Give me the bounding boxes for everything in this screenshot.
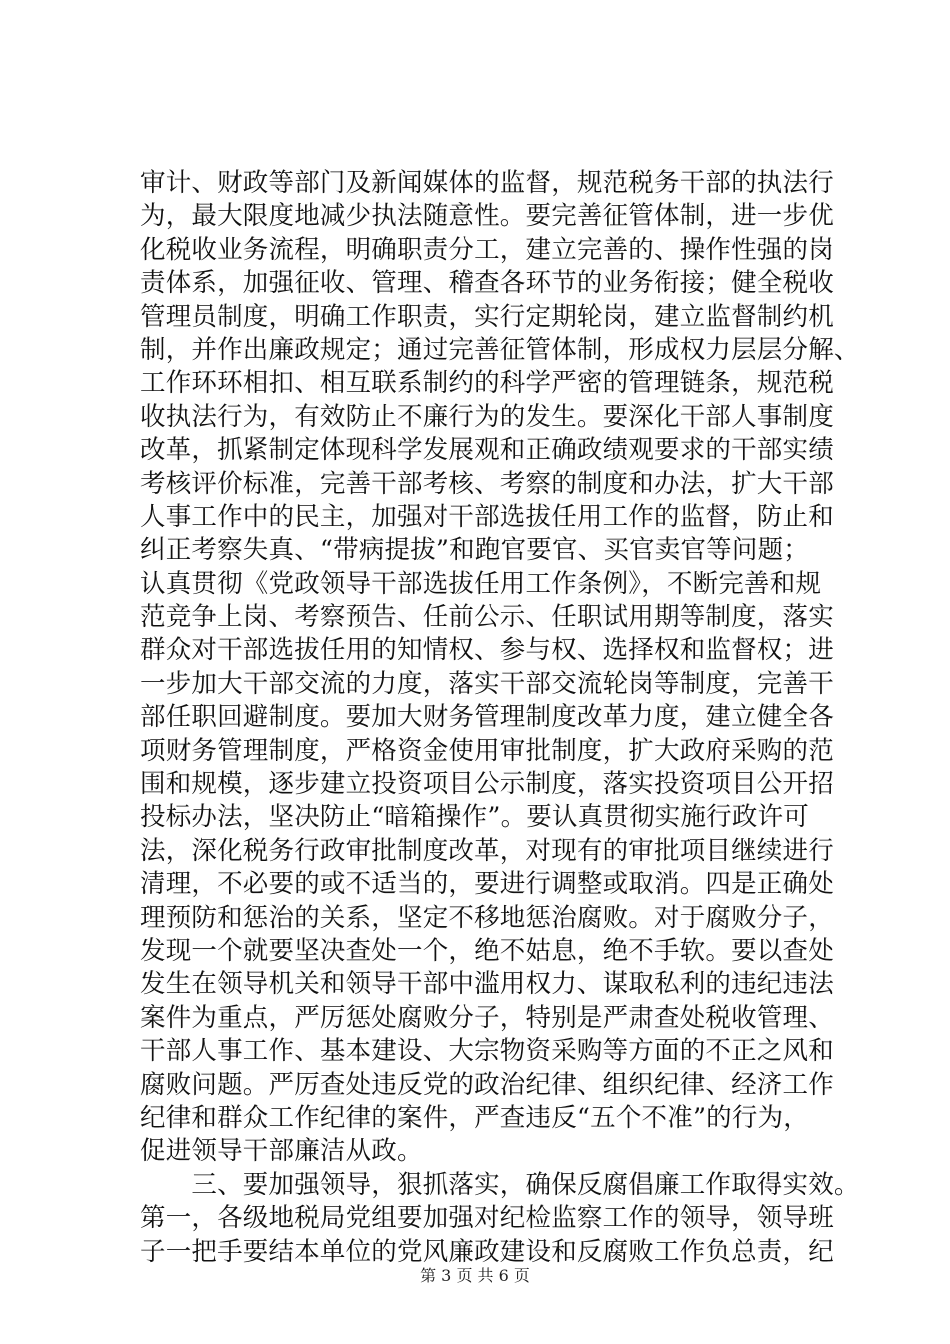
text-line: 子一把手要结本单位的党风廉政建设和反腐败工作负总责，纪 — [140, 1236, 834, 1267]
text-line: 考核评价标准，完善干部考核、考察的制度和办法，扩大干部 — [140, 468, 834, 499]
text-line: 围和规模，逐步建立投资项目公示制度，落实投资项目公开招 — [140, 769, 834, 800]
text-line: 责体系，加强征收、管理、稽查各环节的业务衔接；健全税收 — [140, 268, 834, 299]
page-footer: 第 3 页 共 6 页 — [420, 1266, 530, 1285]
text-line: 认真贯彻《党政领导干部选拔任用工作条例》，不断完善和规 — [140, 568, 822, 599]
text-line: 清理，不必要的或不适当的，要进行调整或取消。四是正确处 — [140, 869, 834, 900]
body-text — [140, 167, 860, 1269]
text-line: 发生在领导机关和领导干部中滥用权力、谋取私利的违纪违法 — [140, 969, 834, 1000]
text-line: 投标办法，坚决防止“暗箱操作”。要认真贯彻实施行政许可 — [140, 802, 809, 833]
text-line: 一步加大干部交流的力度，落实干部交流轮岗等制度，完善干 — [140, 668, 834, 699]
text-line: 腐败问题。严厉查处违反党的政治纪律、组织纪律、经济工作 — [140, 1069, 834, 1100]
text-line: 三、要加强领导，狠抓落实，确保反腐倡廉工作取得实效。 — [140, 1169, 860, 1200]
text-line: 部任职回避制度。要加大财务管理制度改革力度，建立健全各 — [140, 702, 834, 733]
text-line: 制，并作出廉政规定；通过完善征管体制，形成权力层层分解、 — [140, 334, 860, 365]
text-line: 群众对干部选拔任用的知情权、参与权、选择权和监督权；进 — [140, 635, 834, 666]
text-line: 改革，抓紧制定体现科学发展观和正确政绩观要求的干部实绩 — [140, 435, 834, 466]
text-line: 收执法行为，有效防止不廉行为的发生。要深化干部人事制度 — [140, 401, 834, 432]
text-line: 理预防和惩治的关系，坚定不移地惩治腐败。对于腐败分子， — [140, 902, 834, 933]
text-line: 项财务管理制度，严格资金使用审批制度，扩大政府采购的范 — [140, 735, 834, 766]
text-line: 工作环环相扣、相互联系制约的科学严密的管理链条，规范税 — [140, 368, 834, 399]
text-line: 纠正考察失真、“带病提拔”和跑官要官、买官卖官等问题； — [140, 535, 809, 566]
text-line: 人事工作中的民主，加强对干部选拔任用工作的监督，防止和 — [140, 501, 834, 532]
text-line: 促进领导干部廉洁从政。 — [140, 1136, 423, 1167]
text-line: 为，最大限度地减少执法随意性。要完善征管体制，进一步优 — [140, 201, 834, 232]
text-line: 发现一个就要坚决查处一个，绝不姑息，绝不手软。要以查处 — [140, 935, 834, 966]
text-line: 化税收业务流程，明确职责分工，建立完善的、操作性强的岗 — [140, 234, 834, 265]
text-line: 范竞争上岗、考察预告、任前公示、任职试用期等制度，落实 — [140, 602, 834, 633]
text-line: 第一，各级地税局党组要加强对纪检监察工作的领导，领导班 — [140, 1203, 834, 1234]
text-line: 案件为重点，严厉惩处腐败分子，特别是严肃查处税收管理、 — [140, 1002, 834, 1033]
text-line: 纪律和群众工作纪律的案件，严查违反“五个不准”的行为， — [140, 1102, 809, 1133]
text-line: 干部人事工作、基本建设、大宗物资采购等方面的不正之风和 — [140, 1036, 834, 1067]
text-line: 管理员制度，明确工作职责，实行定期轮岗，建立监督制约机 — [140, 301, 834, 332]
text-line: 法，深化税务行政审批制度改革，对现有的审批项目继续进行 — [140, 835, 834, 866]
text-line: 审计、财政等部门及新闻媒体的监督，规范税务干部的执法行 — [140, 168, 834, 198]
